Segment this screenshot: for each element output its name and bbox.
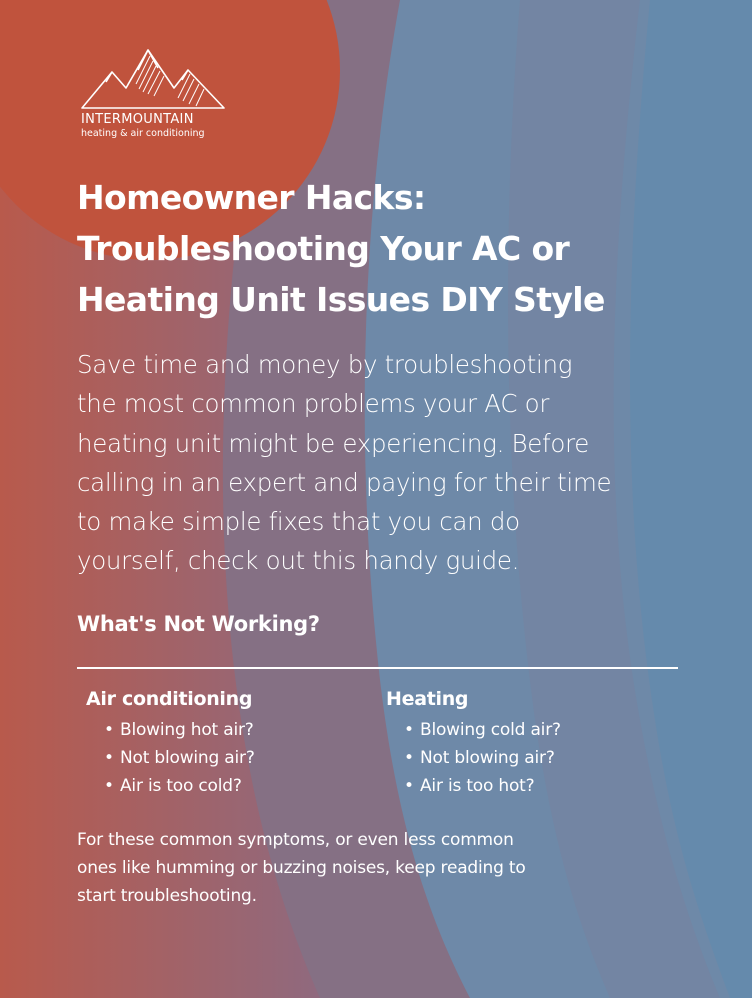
column-title: Air conditioning xyxy=(86,688,253,710)
intro-line: heating unit might be experiencing. Before xyxy=(77,428,590,458)
outro-line: For these common symptoms, or even less common xyxy=(77,830,514,850)
bullet-icon: • xyxy=(104,720,114,740)
company-logo xyxy=(78,44,238,139)
list-item-text: Air is too hot? xyxy=(420,776,535,796)
bullet-icon: • xyxy=(404,748,414,768)
list-item xyxy=(404,716,561,744)
outro-line: start troubleshooting. xyxy=(77,886,257,906)
list-item-text: Blowing cold air? xyxy=(420,720,561,740)
air-conditioning-column xyxy=(86,688,255,800)
intro-line: to make simple fixes that you can do xyxy=(77,507,520,537)
list-item-text: Not blowing air? xyxy=(420,748,555,768)
section-heading: What's Not Working? xyxy=(77,612,320,636)
list-item xyxy=(104,716,255,744)
list-item xyxy=(104,744,255,772)
symptom-list xyxy=(386,716,561,800)
intro-line: yourself, check out this handy guide. xyxy=(77,546,520,576)
list-item-text: Not blowing air? xyxy=(120,748,255,768)
intro-paragraph xyxy=(77,345,717,581)
mountain-logo-icon xyxy=(78,44,228,110)
list-item xyxy=(104,772,255,800)
bullet-icon: • xyxy=(104,776,114,796)
intro-line: Save time and money by troubleshooting xyxy=(77,350,573,379)
outro-line: ones like humming or buzzing noises, keep reading to xyxy=(77,858,526,878)
title-line: Troubleshooting Your AC or xyxy=(77,229,570,268)
title-line: Homeowner Hacks: xyxy=(77,178,426,217)
logo-company-name: INTERMOUNTAIN xyxy=(81,112,194,127)
bullet-icon: • xyxy=(104,748,114,768)
page-title xyxy=(77,172,727,325)
list-item-text: Blowing hot air? xyxy=(120,720,254,740)
section-divider xyxy=(77,667,678,669)
list-item xyxy=(404,772,561,800)
bullet-icon: • xyxy=(404,720,414,740)
heating-column xyxy=(386,688,561,800)
list-item-text: Air is too cold? xyxy=(120,776,242,796)
intro-line: calling in an expert and paying for their time xyxy=(77,467,612,497)
list-item xyxy=(404,744,561,772)
closing-paragraph xyxy=(77,826,677,910)
column-title: Heating xyxy=(386,688,469,710)
symptom-list xyxy=(86,716,255,800)
bullet-icon: • xyxy=(404,776,414,796)
title-line: Heating Unit Issues DIY Style xyxy=(77,280,605,319)
intro-line: the most common problems your AC or xyxy=(77,389,550,419)
logo-tagline: heating & air conditioning xyxy=(81,128,205,139)
